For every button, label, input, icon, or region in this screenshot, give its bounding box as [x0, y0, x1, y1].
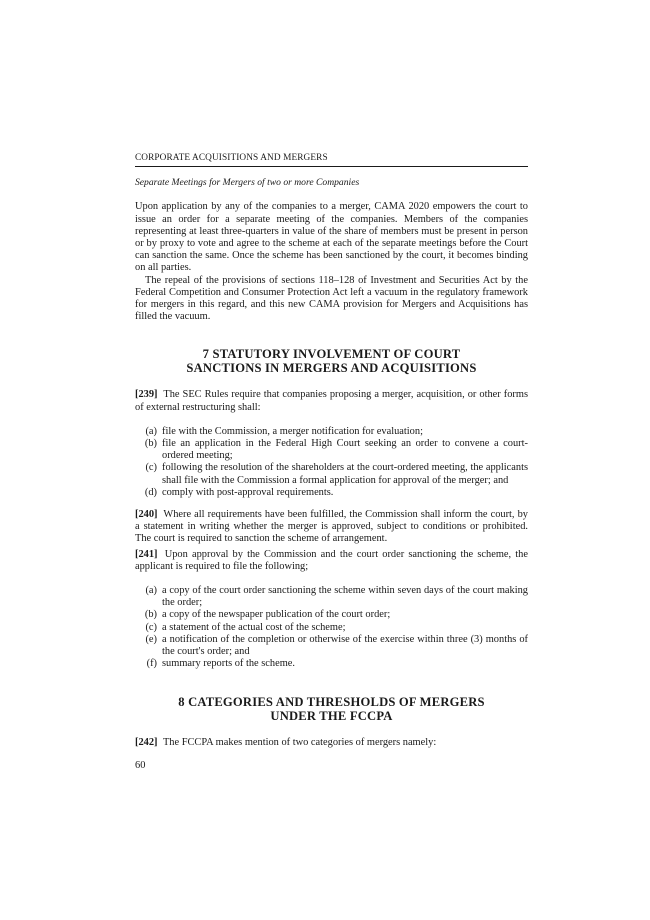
list-label: (d) [144, 486, 157, 498]
list-label: (c) [145, 621, 157, 633]
paragraph-number: [239] [135, 389, 158, 401]
list-item [135, 609, 528, 621]
list-item [135, 438, 528, 462]
list-text: a statement of the actual cost of the scheme; [162, 621, 346, 633]
paragraph-number: [240] [135, 509, 158, 521]
list-item [135, 426, 528, 438]
paragraph-text: The SEC Rules require that companies proposing a merger, acquisition, or other forms of external restructuring shall: [135, 389, 528, 413]
intro-paragraph-1: Upon application by any of the companies to a merger, CAMA 2020 empowers the court to issue an order for a separate meeting of the companies. Members of the companies representing at least three-quarters in value of the share of members must be present in person or by proxy to vote and agree to the scheme at each of the separate meetings before the Court can sanction the same. Once the scheme has been sanctioned by the court, it becomes binding on all parties. [135, 201, 528, 274]
paragraph-239 [135, 389, 528, 413]
list-item [135, 634, 528, 658]
list-text: comply with post-approval requirements. [162, 486, 334, 498]
list-label: (f) [146, 658, 157, 670]
list-label: (b) [144, 438, 157, 450]
list-text: a copy of the newspaper publication of the court order; [162, 609, 391, 621]
paragraph-242 [135, 737, 528, 749]
section-7-heading-line-2: SANCTIONS IN MERGERS AND ACQUISITIONS [186, 361, 477, 376]
list-item [135, 487, 528, 499]
list-label: (c) [145, 462, 157, 474]
list-label: (a) [145, 585, 157, 597]
paragraph-text: Upon approval by the Commission and the court order sanctioning the scheme, the applicant is required to file the following; [135, 548, 528, 572]
intro-paragraph-2: The repeal of the provisions of sections 118–128 of Investment and Securities Act by the Federal Competition and Consumer Protection Act left a vacuum in the regulatory framework for mergers in this regard, and this new CAMA provision for Mergers and Acquisitions has filled the vacuum. [135, 274, 528, 323]
running-head: CORPORATE ACQUISITIONS AND MERGERS [135, 152, 528, 167]
list-item [135, 462, 528, 486]
section-8-heading-line-2: UNDER THE FCCPA [270, 708, 393, 723]
list-label: (a) [145, 425, 157, 437]
page-number: 60 [135, 760, 146, 771]
paragraph-number: [242] [135, 736, 158, 748]
list-text: a notification of the completion or otherwise of the exercise within three (3) months of the court's order; and [162, 633, 528, 658]
page-body [135, 152, 528, 749]
list-text: file an application in the Federal High Court seeking an order to convene a court-ordered meeting; [162, 438, 528, 462]
list-text: a copy of the court order sanctioning the scheme within seven days of the court making the order; [162, 585, 528, 609]
list-item [135, 658, 528, 670]
list-label: (b) [144, 609, 157, 621]
section-7-heading-line-1: 7 STATUTORY INVOLVEMENT OF COURT [202, 347, 461, 362]
subheading: Separate Meetings for Mergers of two or more Companies [135, 177, 360, 189]
paragraph-text: Where all requirements have been fulfilled, the Commission shall inform the court, by a statement in writing whether the merger is approved, subject to conditions or prohibited. The court is required to sanction the scheme of arrangement. [135, 509, 528, 545]
paragraph-241 [135, 549, 528, 573]
list-text: file with the Commission, a merger notification for evaluation; [162, 425, 423, 437]
list-text: summary reports of the scheme. [162, 658, 296, 670]
section-8-heading [135, 695, 528, 723]
paragraph-text: The FCCPA makes mention of two categories of mergers namely: [162, 736, 437, 748]
list-text: following the resolution of the shareholders at the court-ordered meeting, the applicants shall file with the Commission a formal application for approval of the merger; and [162, 462, 528, 486]
filing-requirements-list [135, 426, 528, 499]
section-7-heading [135, 347, 528, 375]
list-item [135, 585, 528, 609]
list-item [135, 622, 528, 634]
paragraph-240 [135, 509, 528, 546]
list-label: (e) [145, 633, 157, 645]
paragraph-number: [241] [135, 548, 158, 560]
post-approval-filings-list [135, 585, 528, 670]
section-8-heading-line-1: 8 CATEGORIES AND THRESHOLDS OF MERGERS [178, 694, 485, 709]
